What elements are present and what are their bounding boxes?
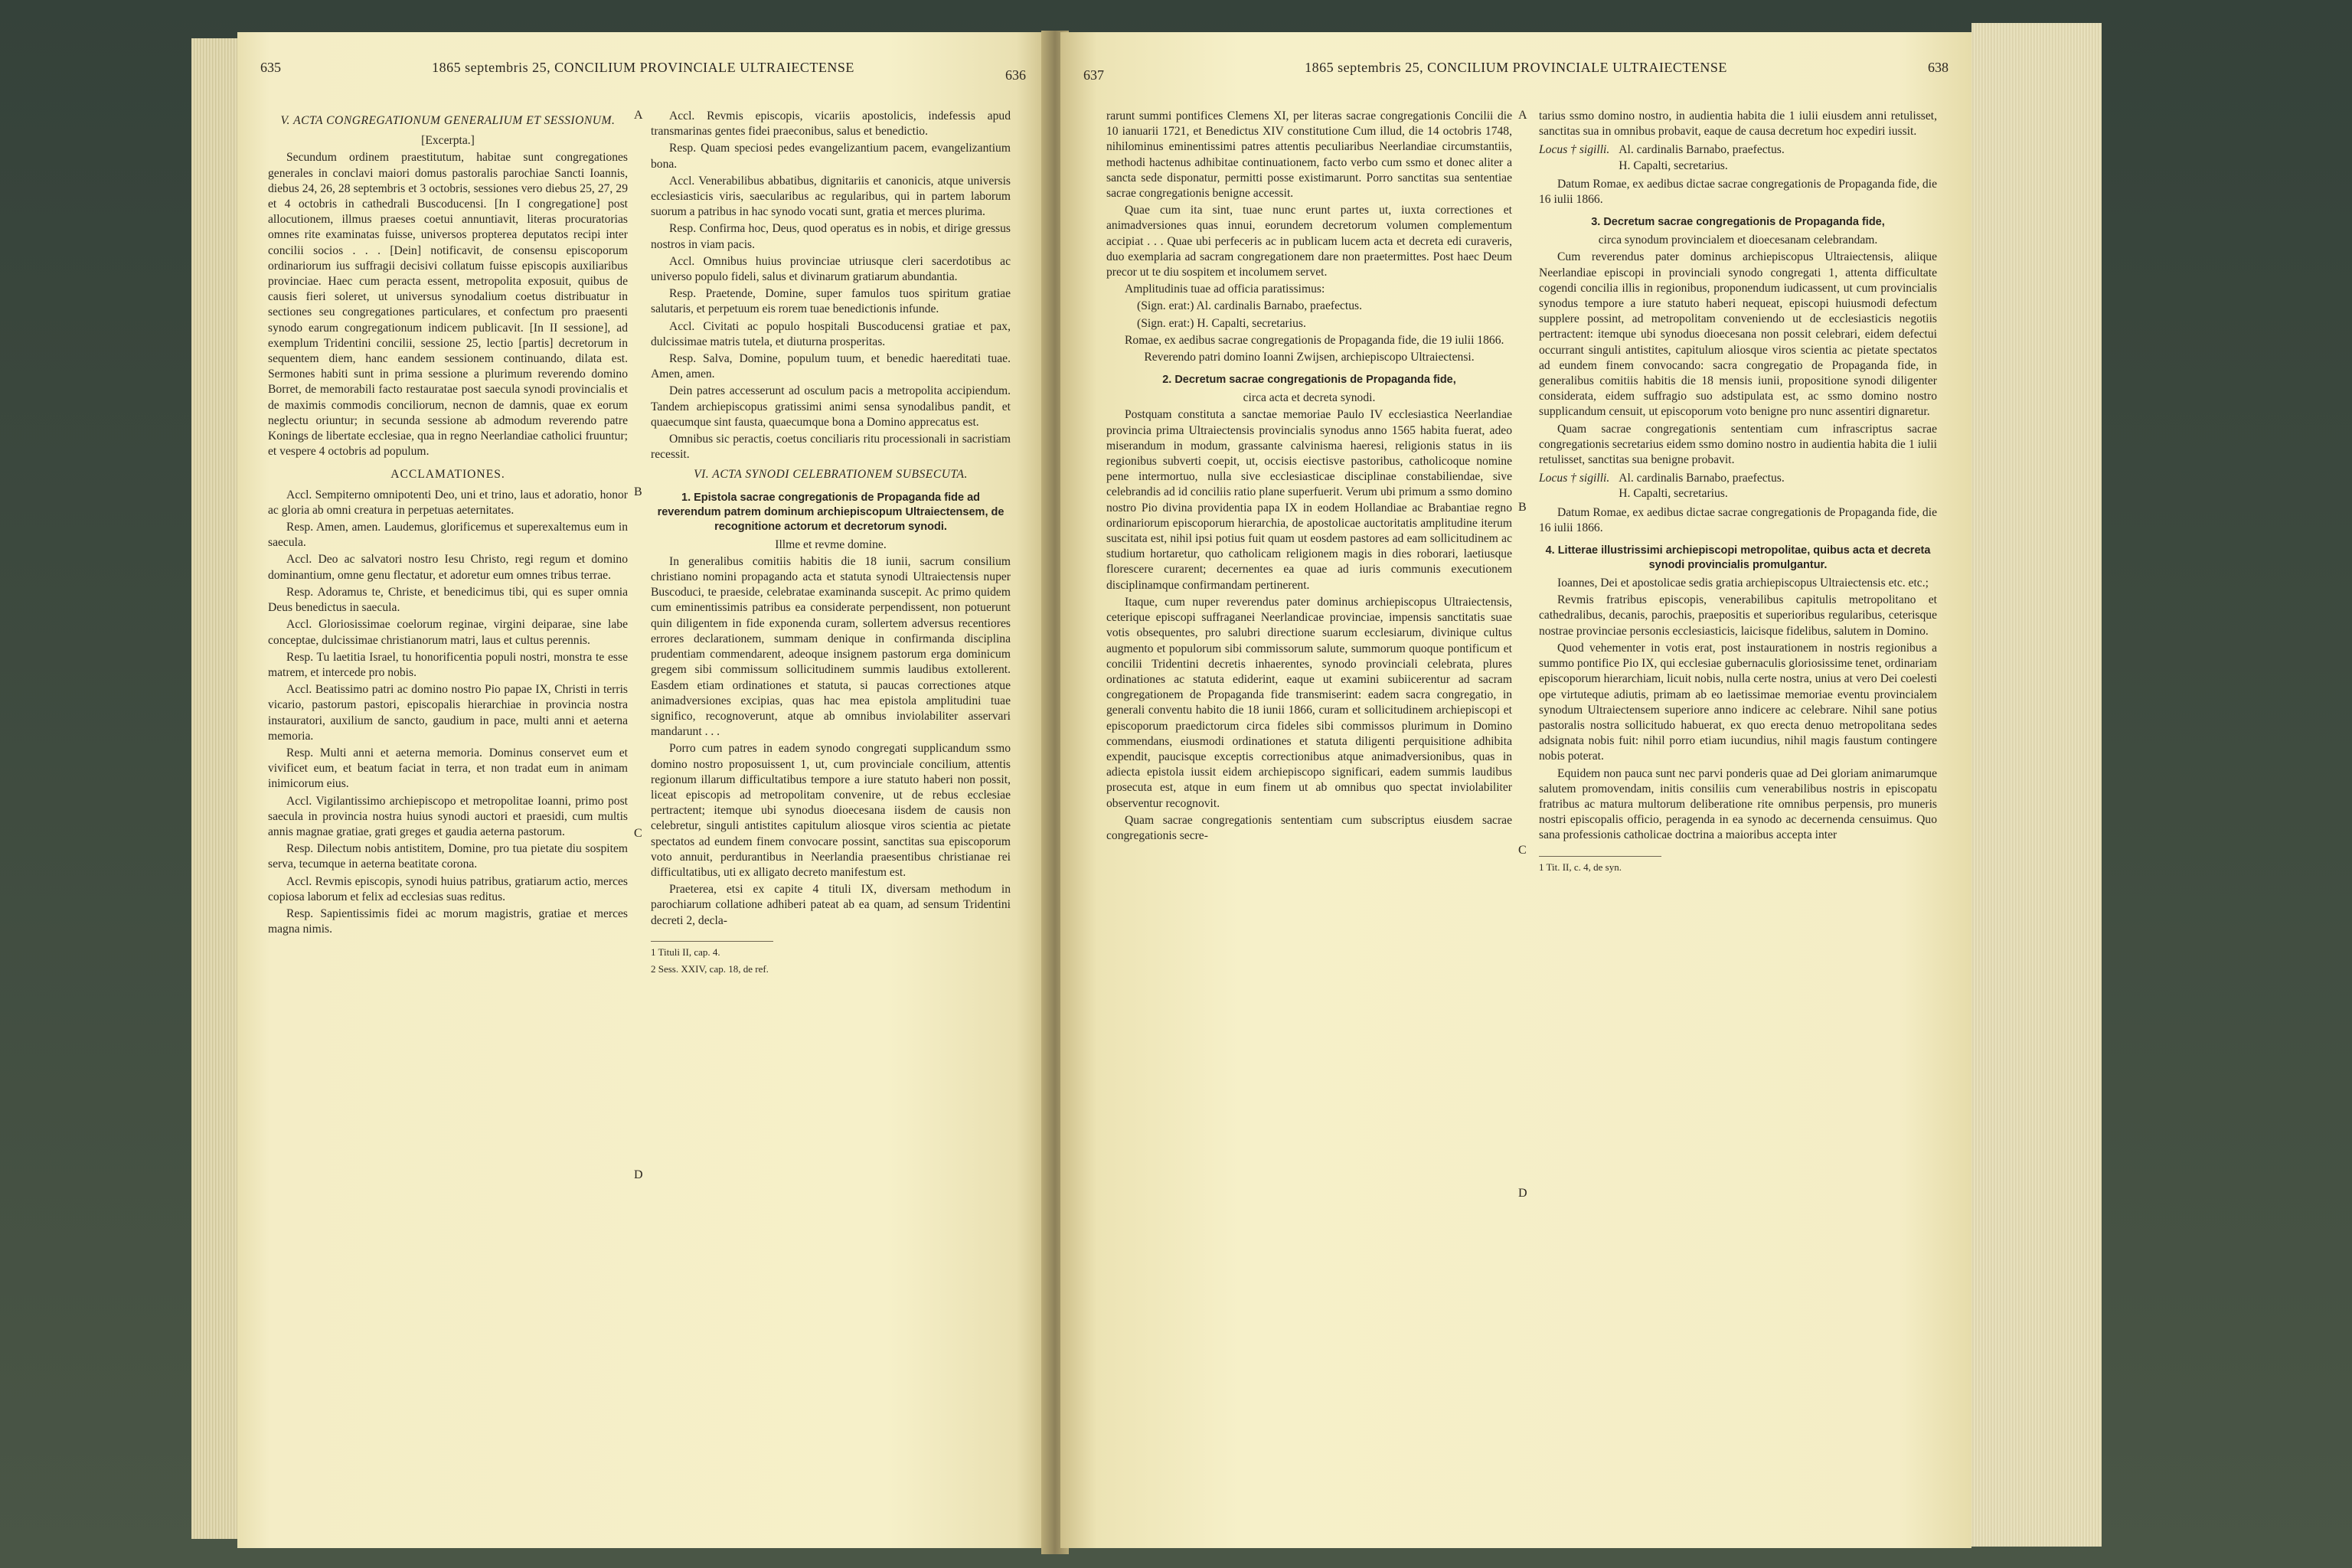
signature-line: (Sign. erat:) H. Capalti, secretarius. [1137, 316, 1306, 330]
margin-letter-a: A [1518, 109, 1527, 122]
paragraph: Datum Romae, ex aedibus dictae sacrae congregationis de Propaganda fide, die 16 iulii 1866. [1539, 505, 1937, 534]
signatories [1619, 471, 1785, 501]
paragraph: Quod vehementer in votis erat, post instaurationem in nostris regionibus a summo pontifice Pio IX, qui ecclesiae gubernaculis gloriosissime tenet, ordinariam episcoporum hierarchiam, licuit nobis, nulla certe nostra, unius at vero Dei coelesti ope virtuteque adiutis, primam ab eo laetissimae memoriae eventu provincialem synodum Ultraiectensem superiore anno indicere ac celebrare. Nihil sane potius pastoralis nostra sollicitudo habuerat, ex quo erecta denuo metropolitana sedes adsignata nobis fuit: nihil porro etiam iucundius, nihil magis faustum contingere nobis poterat. [1539, 641, 1937, 763]
margin-letter-b: B [634, 485, 642, 498]
section-heading: VI. ACTA SYNODI CELEBRATIONEM SUBSECUTA. [694, 468, 968, 482]
paragraph: Postquam constituta a sanctae memoriae Paulo IV ecclesiastica Neerlandiae provincia prima Ultraiectensis provincialis synodus anno 1565 habita fuerat, adeo miserandum in modum, grassante calvinisma haeresi, religionis status in iis regionibus subverti coepit, ut, occisis eiectisve pastoribus, catholicoque nomine pene intermortuo, nulla sive ecclesiasticae disciplinae constabiliendae, sive celebrandis ad id conciliis ratio plane superfuerit. Verum ubi primum a ssmo domino nostro Pio divina providentia papa IX in eodem Hollandiae ac Brabantiae regno ordinariorum episcoporum hierarchia, de apostolicae auctoritatis amplitudine iterum suscitata est, nihil ipsi potius fuit quam ut eosdem pastores ad eam sollicitudinem ac studium hortaretur, quo catholicam religionem magis in dies roborari, laetiusque florescere curarent; decernentes ea quae ad iuris communis executionem disciplinamque confirmandam pertinerent. [1106, 408, 1512, 592]
paragraph-continued: tarius ssmo domino nostro, in audientia habita die 1 iulii eiusdem anni retulisset, sanctitas sua in omnibus probavit, eaque de causa decretum hoc expediri iussit. [1539, 109, 1937, 139]
page-number-638: 638 [1928, 60, 1949, 75]
running-title: 1865 septembris 25, CONCILIUM PROVINCIALE ULTRAIECTENSE [432, 60, 854, 75]
seal-signature-block [1539, 142, 1937, 173]
margin-letter-c: C [1518, 844, 1527, 857]
document-heading: 1. Epistola sacrae congregationis de Propaganda fide ad reverendum patrem dominum archiepiscopum Ultraiectensem, de recognitione actorum et decretorum synodi. [657, 491, 1004, 533]
document-heading: 3. Decretum sacrae congregationis de Propaganda fide, [1591, 216, 1885, 229]
paragraph: Accl. Gloriosissimae coelorum reginae, virgini deiparae, sine labe conceptae, dulcissimae christianorum matri, laus et cultus perennis. [268, 618, 628, 647]
centered-line: Reverendo patri domino Ioanni Zwijsen, archiepiscopo Ultraiectensi. [1144, 351, 1475, 364]
paragraph: Romae, ex aedibus sacrae congregationis de Propaganda fide, die 19 iulii 1866. [1125, 333, 1504, 347]
paragraph: Accl. Deo ac salvatori nostro Iesu Christo, regi regum et domino dominantium, omne genu flectatur, et adoretur eum omnes tribus terrae. [268, 553, 628, 582]
left-page-header [260, 60, 1026, 90]
paragraph: Omnibus sic peractis, coetus conciliaris ritu processionali in sacristiam recessit. [651, 433, 1011, 462]
paragraph: Resp. Praetende, Domine, super famulos tuos spiritum gratiae salutaris, et perpetuum eis rorem tuae benedictionis infunde. [651, 287, 1011, 316]
page-number-636: 636 [1005, 67, 1026, 83]
paragraph: Accl. Civitati ac populo hospitali Buscoducensi gratiae et pax, dulcissimae matris tutela, et diuturna prosperitas. [651, 319, 1011, 348]
paragraph: Accl. Vigilantissimo archiepiscopo et metropolitae Ioanni, primo post saecula in provincia nostra huius synodi auctori et praesidi, cum multis annis magnae gratiae, grati greges et gaudia aeterna pastorum. [268, 794, 628, 838]
centered-line: circa acta et decreta synodi. [1243, 391, 1376, 405]
paragraph: Porro cum patres in eadem synodo congregati supplicandum ssmo domino nostro proposuissent 1, ut, cum provinciale concilium, attentis regionum illarum difficultatibus tempore a iure statuto haberi non possit, liceat episcopis ad metropolitam convenire, ut de rebus ecclesiae pertractent; itemque ubi synodus dioecesana iisdem de causis non celebretur, singuli antistites capitulum aliosque viros scientia ac pietate spectatos ad eundem finem convocare possint, sanctitas sua episcoporum voto annuit, perdurantibus in Neerlandia praesentibus christianae rei difficultatibus, uti ex alligato decreto manifestum est. [651, 742, 1011, 879]
paragraph: Quam sacrae congregationis sententiam cum infrascriptus sacrae congregationis secretarius eidem ssmo domino nostro in audientia habita die 1 iulii retulisset, sanctitas sua benigne probavit. [1539, 422, 1937, 467]
paragraph: Dein patres accesserunt ad osculum pacis a metropolita accipiendum. Tandem archiepiscopus gratissimi animi sensa synodalibus pandit, et quaecumque sint fausta, quaecumque bona a Domino apprecatus est. [651, 384, 1011, 429]
paragraph: Secundum ordinem praestitutum, habitae sunt congregationes generales in conclavi maiori domus pastoralis parochiae Sancti Ioannis, diebus 24, 26, 28 septembris et 3 octobris, sessiones vero diebus 25, 27, 29 et 4 octobris in cathedrali Buscoducensi. [In I congregatione] post allocutionem, illmus praeses coetui annuntiavit, literas procuratorias omnes rite examinatas fuisse, universos propterea deputatos recipi inter concilii socios . . . [Dein] notificavit, de consensu episcoporum ordinariorum ius suffragii decisivi collatum fuisse episcopis auxiliaribus provinciae. Haec cum peracta essent, metropolita exposuit, quibus de causis fieri soleret, ut universus synodalium coetus distribuatur in sectiones seu congregationes particulares, et confectum pro praesenti synodo earum congregationum indicem publicavit. [In II sessione], ad exemplum Tridentini concilii, sessione 25, lectio [partis] decretorum in sequentem diem, hanc eandem sessionem continuando, dilata est. Sermones habiti sunt in prima sessione a plurimum reverendo domino Borret, de memorabili facto restauratae post saecula synodi provincialis et de maximis commodis conciliorum, necnon de damnis, quae ex eorum neglectu oriuntur; in secunda sessione ab admodum reverendo patre Konings de libertate ecclesiae, qua in regno Neerlandiae catholici fruuntur; et vespere 4 octobris ad populum. [268, 151, 628, 459]
margin-letter-c: C [634, 827, 642, 840]
document-heading: 4. Litterae illustrissimi archiepiscopi metropolitae, quibus acta et decreta synodi provincialis promulgantur. [1545, 544, 1931, 572]
paragraph: Ioannes, Dei et apostolicae sedis gratia archiepiscopus Ultraiectensis etc. etc.; [1557, 577, 1929, 590]
right-page-header [1083, 60, 1949, 90]
signatory-prefect: Al. cardinalis Barnabo, praefectus. [1619, 472, 1785, 485]
document-heading: 2. Decretum sacrae congregationis de Propaganda fide, [1162, 374, 1456, 387]
paragraph-continued: rarunt summi pontifices Clemens XI, per literas sacrae congregationis Concilii die 10 ianuarii 1721, et Benedictus XIV constitutione Cum illud, die 14 octobris 1748, nihilominus eminentissimi patres attentis peculiaribus Neerlandiae circumstantiis, methodi hactenus adhibitae continuationem, facto verbo cum ssmo et donec aliter a sancta sede disponatur, permitti posse existimarunt. Porro sanctitas sua sententiae sacrae congregationis benigne accessit. [1106, 109, 1512, 201]
paragraph: Resp. Quam speciosi pedes evangelizantium pacem, evangelizantium bona. [651, 142, 1011, 171]
paragraph: Quae cum ita sint, tuae nunc erunt partes ut, iuxta correctiones et animadversiones quas innui, eorundem decretorum volumen complementum accipiat . . . Quae ubi perfeceris ac in publicam lucem acta et decreta edi curaveris, duo exemplaria ad sacram congregationem dare non praetermittes. Post haec Deum precor ut te diu sospitem et incolumem servet. [1106, 204, 1512, 279]
paragraph: Resp. Amen, amen. Laudemus, glorificemus et superexaltemus eum in saecula. [268, 521, 628, 550]
paragraph: Accl. Revmis episcopis, synodi huius patribus, gratiarum actio, merces copiosa laborum et felix ad ecclesias suas reditus. [268, 874, 628, 903]
paragraph: Resp. Salva, Domine, populum tuum, et benedic haereditati tuae. Amen, amen. [651, 352, 1011, 381]
centered-line: [Excerpta.] [421, 134, 475, 148]
left-page-edges [191, 38, 237, 1539]
seal-label: Locus † sigilli. [1539, 472, 1610, 485]
small-caps-heading: ACCLAMATIONES. [390, 468, 505, 482]
page-number-637: 637 [1083, 67, 1104, 83]
margin-letter-d: D [1518, 1187, 1527, 1200]
seal-signature-block [1539, 471, 1937, 501]
margin-letter-a: A [634, 109, 643, 122]
paragraph: Resp. Tu laetitia Israel, tu honorificentia populi nostri, monstra te esse matrem, et intercede pro nobis. [268, 650, 628, 679]
seal-label: Locus † sigilli. [1539, 143, 1610, 157]
paragraph: Datum Romae, ex aedibus dictae sacrae congregationis de Propaganda fide, die 16 iulii 1866. [1539, 177, 1937, 207]
centered-line: circa synodum provincialem et dioecesanam celebrandam. [1598, 234, 1878, 247]
right-column-1 [1106, 109, 1512, 845]
right-column-2 [1539, 109, 1937, 877]
centered-line: Illme et revme domine. [775, 537, 887, 551]
right-page-edges [1971, 23, 2102, 1547]
paragraph: Praeterea, etsi ex capite 4 tituli IX, diversam methodum in parochiarum collatione adhiberi pateat ab ea quam, ad sensum Tridentini decreti 2, decla- [651, 883, 1011, 927]
paragraph: Resp. Sapientissimis fidei ac morum magistris, gratiae et merces magna nimis. [268, 906, 628, 936]
left-page [237, 32, 1049, 1548]
signature-line: (Sign. erat:) Al. cardinalis Barnabo, praefectus. [1137, 299, 1363, 313]
paragraph: Cum reverendus pater dominus archiepiscopus Ultraiectensis, aliique Neerlandiae episcopi in provinciali synodo congregati 1, attenta difficultate cogendi concilia illis in regionibus, proponendum iudicassent, ut cum provincialis synodus tempore a iure statuto haberi nequeat, episcopi huiusmodi defectum supplere possint, ad metropolitam conveniendo ut de ecclesiasticis negotiis pertractent: itemque ubi synodus dioecesana non possit celebrari, eidem defectui occurrant singuli antistites, capitulum aliosque viros scientia ac pietate spectatos ad eundem finem convocando: sacra congregatio de Propaganda fide, in generalibus comitiis habitis die 18 mensis iunii, propositione synodi diligenter considerata, eidem suffragio suo adstipulata est, ac ssmo domino nostro supplicandum censuit, ut episcoporum voto benigne pro nunc assentiri dignaretur. [1539, 250, 1937, 419]
paragraph: Resp. Multi anni et aeterna memoria. Dominus conservet eum et vivificet eum, et beatum faciat in terra, et non tradat eum in animam inimicorum eius. [268, 746, 628, 791]
right-page [1060, 32, 1971, 1548]
paragraph: Equidem non pauca sunt nec parvi ponderis quae ad Dei gloriam animarumque salutem promovendam, initis consiliis cum venerabilibus nostris in episcopatu fratribus ac matura multorum deliberatione rite omnibus perpensis, pro muneris nostri episcopalis officio, peragenda in ea synodo ac decernenda censuimus. Quo sana professionis catholicae doctrina a maioribus accepta inter [1539, 766, 1937, 842]
section-heading: V. ACTA CONGREGATIONUM GENERALIUM ET SESSIONUM. [280, 114, 616, 127]
paragraph: Accl. Sempiterno omnipotenti Deo, uni et trino, laus et adoratio, honor ac gloria ab omni creatura in perpetuas aeternitates. [268, 488, 628, 517]
paragraph: Accl. Venerabilibus abbatibus, dignitariis et canonicis, atque universis ecclesiasticis viris, saecularibus ac regularibus, qui in partem laborum suorum a patribus in hac synodo vocati sunt, gratia et merces plurima. [651, 174, 1011, 219]
paragraph: Resp. Confirma hoc, Deus, quod operatus es in nobis, et dirige gressus nostros in viam pacis. [651, 222, 1011, 251]
footnote: 1 Tituli II, cap. 4. [651, 941, 773, 960]
paragraph: Accl. Revmis episcopis, vicariis apostolicis, indefessis apud transmarinas gentes fidei praeconibus, salus et benedictio. [651, 109, 1011, 139]
paragraph: Quam sacrae congregationis sententiam cum subscriptus eiusdem sacrae congregationis secre- [1106, 813, 1512, 842]
paragraph: Accl. Omnibus huius provinciae utriusque cleri sacerdotibus ac universo populo fideli, salus et divinarum gratiarum abundantia. [651, 254, 1011, 284]
paragraph: Resp. Adoramus te, Christe, et benedicimus tibi, qui es super omnia Deus benedictus in saecula. [268, 585, 628, 615]
left-column-1 [268, 109, 628, 939]
paragraph: Itaque, cum nuper reverendus pater dominus archiepiscopus Ultraiectensis, ceterique episcopi suffraganei Neerlandicae provinciae, impensis sanctitatis suae votis obsequentes, pro salubri directione suarum ecclesiarum, divinique cultus augmento et populorum sibi commissorum salute, summorum quoque pontificum et concilii Tridentini decretis inhaerentes, synodo provinciali celebrata, plures ordinationes ac statuta ediderint, eaque ut examini subiicerentur ad sacram congregationem de Propaganda fide transmiserint: eadem sacra congregatio, in generali conventu habito die 18 iunii 1866, curam et sollicitudinem archiepiscopi et episcoporum praedictorum circa fideles sibi commissos plurimum in Domino commendans, eiusmodi ordinationes et statuta diligenti perquisitione adhibita expendit, paucisque exceptis correctionibus atque animadversionibus, quas in adiecta epistola iussit eidem archiepiscopo significari, eadem summis laudibus prosecuta est, atque in eum finem ut ab omnibus quo spectat inviolabiliter observentur recognovit. [1106, 595, 1512, 810]
footnote: 1 Tit. II, c. 4, de syn. [1539, 856, 1661, 875]
signatory-secretary: H. Capalti, secretarius. [1619, 487, 1728, 501]
left-column-2 [651, 109, 1011, 977]
signatories [1619, 142, 1785, 173]
paragraph: Revmis fratribus episcopis, venerabilibus capitulis metropolitano et cathedralibus, decanis, parochis, praepositis et superioribus regularibus, ceterisque nostrae provinciae personis ecclesiasticis, laicisque fidelibus, salutem in Domino. [1539, 593, 1937, 638]
margin-letter-d: D [634, 1168, 643, 1181]
paragraph: Resp. Dilectum nobis antistitem, Domine, pro tua pietate diu sospitem serva, tecumque in aeterna beatitate corona. [268, 842, 628, 871]
footnote: 2 Sess. XXIV, cap. 18, de ref. [651, 962, 769, 975]
paragraph: In generalibus comitiis habitis die 18 iunii, sacrum consilium christiano nomini propagando acta et statuta synodi Ultraiectensis nuper Buscoduci, te praeside, celebratae examinanda suscepit. Ac primo quidem cum eminentissimis patribus ea considerate perpendissent, non potuerunt quin diligentem in fide exponenda curam, sollertem adversus recentiores errores declarationem, summam denique in confirmanda disciplina prudentiam commendarent, adeoque insignem pastorum erga dominicum gregem sibi commissum sollicitudinem summis laudibus extollerent. Easdem etiam ordinationes et statuta, si paucas correctiones atque animadversiones excipias, quas hac mea epistola amplitudini tuae significo, recognoverunt, atque ab omnibus inviolabiliter asservari mandarunt . . . [651, 554, 1011, 739]
paragraph: Accl. Beatissimo patri ac domino nostro Pio papae IX, Christi in terris vicario, pastorum pastori, episcopalis hierarchiae in provincia nostra instauratori, auxilium de sancto, gaudium in pace, multi anni et aeterna memoria. [268, 683, 628, 743]
running-title: 1865 septembris 25, CONCILIUM PROVINCIALE ULTRAIECTENSE [1305, 60, 1727, 75]
signatory-prefect: Al. cardinalis Barnabo, praefectus. [1619, 143, 1785, 157]
page-number-635: 635 [260, 60, 281, 75]
signatory-secretary: H. Capalti, secretarius. [1619, 158, 1728, 172]
margin-letter-b: B [1518, 501, 1527, 514]
paragraph: Amplitudinis tuae ad officia paratissimus: [1125, 283, 1325, 296]
